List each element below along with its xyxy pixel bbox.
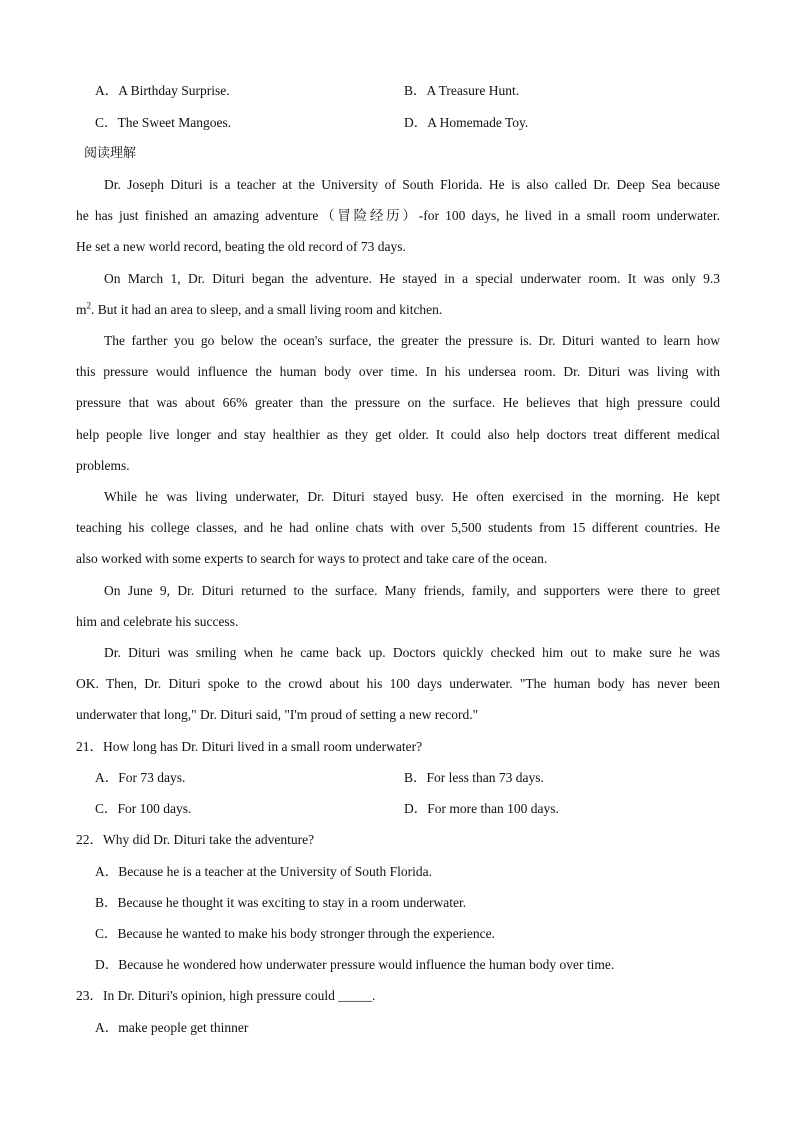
section-title: 阅读理解 bbox=[84, 146, 137, 161]
question-23-stem: 23．In Dr. Dituri's opinion, high pressure could _____. bbox=[76, 988, 376, 1003]
passage-line: him and celebrate his success. bbox=[76, 614, 239, 629]
passage-line: While he was living underwater, Dr. Dituri stayed busy. He often exercised in the morning. He kept bbox=[104, 489, 720, 504]
passage-line: teaching his college classes, and he had online chats with over 5,500 students from 15 different countries. He bbox=[76, 520, 720, 535]
passage-line: he has just finished an amazing adventure（冒险经历）-for 100 days, he lived in a small room underwater. bbox=[76, 208, 720, 223]
passage-line: this pressure would influence the human body over time. In his undersea room. Dr. Dituri was living with bbox=[76, 364, 720, 379]
passage-line: The farther you go below the ocean's surface, the greater the pressure is. Dr. Dituri wanted to learn how bbox=[104, 333, 720, 348]
option-d: D．A Homemade Toy. bbox=[404, 115, 529, 130]
q22-option-b[interactable]: B．Because he thought it was exciting to stay in a room underwater. bbox=[95, 895, 467, 910]
passage-line: Dr. Joseph Dituri is a teacher at the University of South Florida. He is also called Dr. Deep Sea because bbox=[104, 177, 720, 192]
q21-option-d[interactable]: D．For more than 100 days. bbox=[404, 801, 559, 816]
q23-option-a[interactable]: A．make people get thinner bbox=[95, 1020, 249, 1035]
question-22-stem: 22．Why did Dr. Dituri take the adventure? bbox=[76, 832, 315, 847]
option-c: C．The Sweet Mangoes. bbox=[95, 115, 232, 130]
q21-option-c[interactable]: C．For 100 days. bbox=[95, 801, 192, 816]
q22-option-a[interactable]: A．Because he is a teacher at the University of South Florida. bbox=[95, 864, 433, 879]
question-21-stem: 21．How long has Dr. Dituri lived in a small room underwater? bbox=[76, 739, 423, 754]
passage-line: On June 9, Dr. Dituri returned to the surface. Many friends, family, and supporters were there to greet bbox=[104, 583, 720, 598]
q22-option-c[interactable]: C．Because he wanted to make his body stronger through the experience. bbox=[95, 926, 496, 941]
unit-m: m bbox=[76, 302, 87, 317]
q21-option-a[interactable]: A．For 73 days. bbox=[95, 770, 186, 785]
q21-option-b[interactable]: B．For less than 73 days. bbox=[404, 770, 544, 785]
passage-line-rest: . But it had an area to sleep, and a small living room and kitchen. bbox=[91, 302, 443, 317]
passage-line: OK. Then, Dr. Dituri spoke to the crowd about his 100 days underwater. "The human body has never been bbox=[76, 676, 720, 691]
passage-line: On March 1, Dr. Dituri began the adventure. He stayed in a special underwater room. It was only 9.3 bbox=[104, 271, 720, 286]
passage-line: also worked with some experts to search for ways to protect and take care of the ocean. bbox=[76, 551, 548, 566]
passage-line: He set a new world record, beating the old record of 73 days. bbox=[76, 239, 406, 254]
option-b: B．A Treasure Hunt. bbox=[404, 83, 520, 98]
passage-line: help people live longer and stay healthier as they get older. It could also help doctors treat different medical bbox=[76, 427, 720, 442]
passage-line bbox=[76, 300, 720, 320]
passage-line: problems. bbox=[76, 458, 130, 473]
passage-line: pressure that was about 66% greater than the pressure on the surface. He believes that high pressure could bbox=[76, 395, 720, 410]
unit-superscript: 2 bbox=[86, 300, 92, 311]
passage-line: Dr. Dituri was smiling when he came back up. Doctors quickly checked him out to make sure he was bbox=[104, 645, 720, 660]
option-a: A．A Birthday Surprise. bbox=[95, 83, 230, 98]
q22-option-d[interactable]: D．Because he wondered how underwater pressure would influence the human body over time. bbox=[95, 957, 615, 972]
passage-line: underwater that long," Dr. Dituri said, "I'm proud of setting a new record." bbox=[76, 707, 479, 722]
